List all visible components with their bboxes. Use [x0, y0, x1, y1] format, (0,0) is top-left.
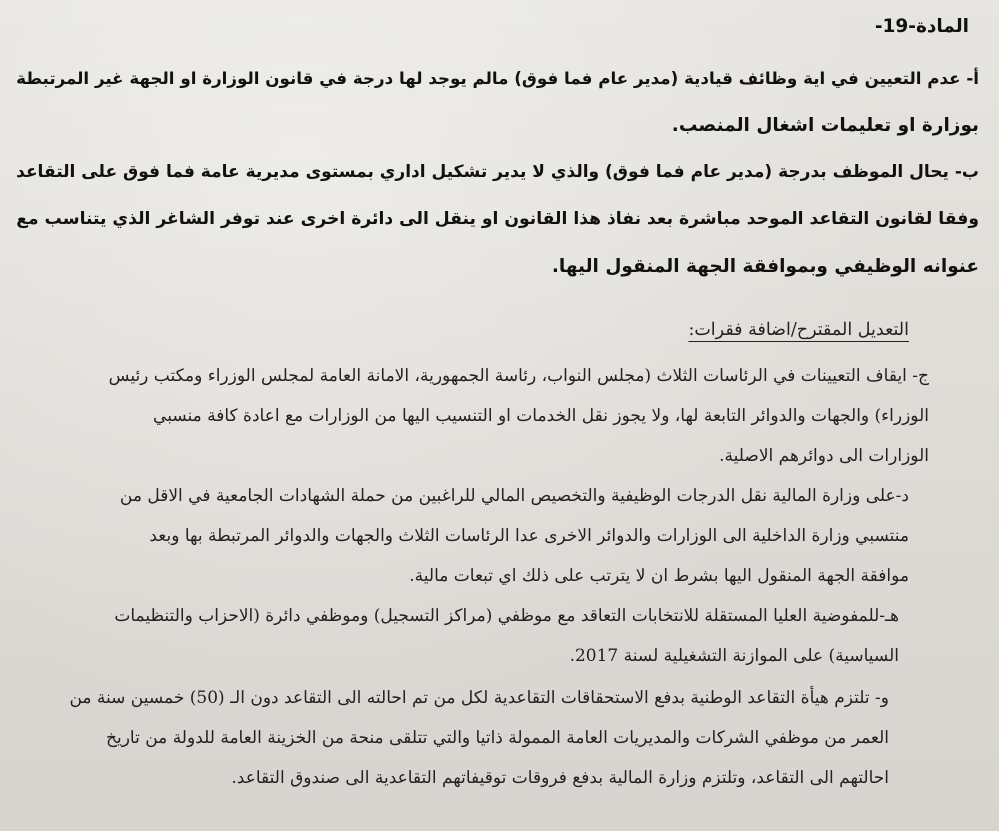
clause-d-line-3: موافقة الجهة المنقول اليها بشرط ان لا يترتب على ذلك اي تبعات مالية. — [409, 566, 909, 586]
clause-c-line-3: الوزارات الى دوائرهم الاصلية. — [719, 446, 929, 466]
clause-w-line-1: و- تلتزم هيأة التقاعد الوطنية بدفع الاستحقاقات التقاعدية لكل من تم احالته الى التقاعد دون الـ (50) خمسين سنة من — [69, 688, 889, 708]
clause-b-line-2: وفقا لقانون التقاعد الموحد مباشرة بعد نفاذ هذا القانون او ينقل الى دائرة اخرى عند توفر الشاغر الذي يتناسب مع — [16, 209, 979, 229]
article-title: المادة-19- — [874, 16, 969, 37]
clause-c-line-1: ج- ايقاف التعيينات في الرئاسات الثلاث (مجلس النواب، رئاسة الجمهورية، الامانة العامة لمجلس الوزراء ومكتب رئيس — [108, 366, 929, 386]
clause-a-line-2: بوزارة او تعليمات اشغال المنصب. — [671, 115, 979, 136]
clause-w-line-2: العمر من موظفي الشركات والمديريات العامة الممولة ذاتيا والتي تتلقى منحة من الخزينة العامة للدولة من تاريخ — [106, 728, 889, 748]
clause-d-line-1: د-على وزارة المالية نقل الدرجات الوظيفية والتخصيص المالي للراغبين من حملة الشهادات الجامعية في الاقل من — [119, 486, 909, 506]
clause-b-line-3: عنوانه الوظيفي وبموافقة الجهة المنقول اليها. — [551, 256, 979, 277]
clause-h-line-1: هـ-للمفوضية العليا المستقلة للانتخابات التعاقد مع موظفي (مراكز التسجيل) وموظفي دائرة (الاحزاب والتنظيمات — [114, 606, 899, 626]
clause-h-line-2: السياسية) على الموازنة التشغيلية لسنة 2017. — [569, 646, 899, 666]
clause-w-line-3: احالتهم الى التقاعد، وتلتزم وزارة المالية بدفع فروقات توقيفاتهم التقاعدية الى صندوق التقاعد. — [231, 768, 889, 788]
clause-d-line-2: منتسبي وزارة الداخلية الى الوزارات والدوائر الاخرى عدا الرئاسات الثلاث والجهات والدوائر المرتبطة بها وبعد — [149, 526, 909, 546]
amendment-heading: التعديل المقترح/اضافة فقرات: — [688, 320, 909, 340]
clause-b-line-1: ب- يحال الموظف بدرجة (مدير عام فما فوق) والذي لا يدير تشكيل اداري بمستوى مديرية عامة فما فوق على التقاعد — [16, 162, 979, 182]
clause-a-line-1: أ- عدم التعيين في اية وظائف قيادية (مدير عام فما فوق) مالم يوجد لها درجة في قانون الوزارة او الجهة غير المرتبطة — [16, 68, 979, 88]
clause-c-line-2: الوزراء) والجهات والدوائر التابعة لها، ولا يجوز نقل الخدمات او التنسيب اليها من الوزارات مع اعادة كافة منسبي — [153, 406, 929, 426]
